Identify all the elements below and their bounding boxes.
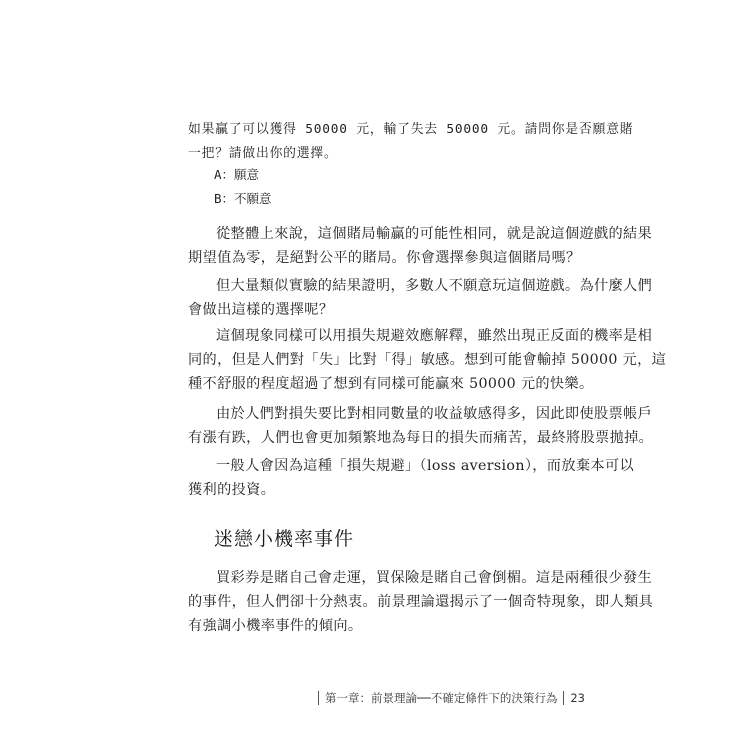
paragraph-line: 從整體上來說，這個賭局輸贏的可能性相同，就是說這個遊戲的結果 [216, 226, 653, 242]
question-line: 一把？請做出你的選擇。 [188, 146, 338, 161]
paragraph-line: 一般人會因為這種「損失規避」（loss aversion），而放棄本可以 [216, 458, 635, 474]
paragraph-line: 買彩券是賭自己會走運，買保險是賭自己會倒楣。這是兩種很少發生 [216, 570, 653, 586]
paragraph-line: 有強調小機率事件的傾向。 [188, 618, 363, 634]
paragraph-line: 由於人們對損失要比對相同數量的收益敏感得多，因此即使股票帳戶 [216, 406, 653, 422]
paragraph-line: 同的，但是人們對「失」比對「得」敏感。想到可能會輸掉 50000 元，這 [188, 352, 667, 368]
paragraph-5 [188, 454, 635, 502]
running-footer [312, 690, 585, 706]
paragraph-line: 的事件，但人們卻十分熱衷。前景理論還揭示了一個奇特現象，即人類具 [188, 594, 654, 610]
footer-divider [563, 691, 564, 705]
paragraph-1 [188, 222, 653, 270]
option-b: B：不願意 [214, 191, 272, 206]
paragraph-line: 獲利的投資。 [188, 482, 276, 498]
paragraph-line: 這個現象同樣可以用損失規避效應解釋，雖然出現正反面的機率是相 [216, 328, 653, 344]
question-text [188, 118, 634, 166]
paragraph-line: 有漲有跌，人們也會更加頻繁地為每日的損失而痛苦，最終將股票拋掉。 [188, 430, 654, 446]
page-number: 23 [570, 691, 585, 705]
chapter-title: 第一章：前景理論──不確定條件下的決策行為 [325, 691, 558, 705]
paragraph-line: 但大量類似實驗的結果證明，多數人不願意玩這個遊戲。為什麼人們 [216, 278, 653, 294]
paragraph-3 [188, 324, 667, 396]
footer-divider [318, 691, 319, 705]
paragraph-2 [188, 274, 653, 322]
section-paragraph [188, 566, 654, 638]
paragraph-line: 會做出這樣的選擇呢？ [188, 302, 334, 318]
section-heading: 迷戀小機率事件 [214, 528, 355, 550]
paragraph-4 [188, 402, 654, 450]
paragraph-line: 種不舒服的程度超過了想到有同樣可能贏來 50000 元的快樂。 [188, 376, 594, 392]
option-a: A：願意 [214, 167, 260, 182]
question-line: 如果贏了可以獲得 50000 元，輸了失去 50000 元。請問你是否願意賭 [188, 122, 634, 137]
paragraph-line: 期望值為零，是絕對公平的賭局。你會選擇參與這個賭局嗎？ [188, 250, 581, 266]
